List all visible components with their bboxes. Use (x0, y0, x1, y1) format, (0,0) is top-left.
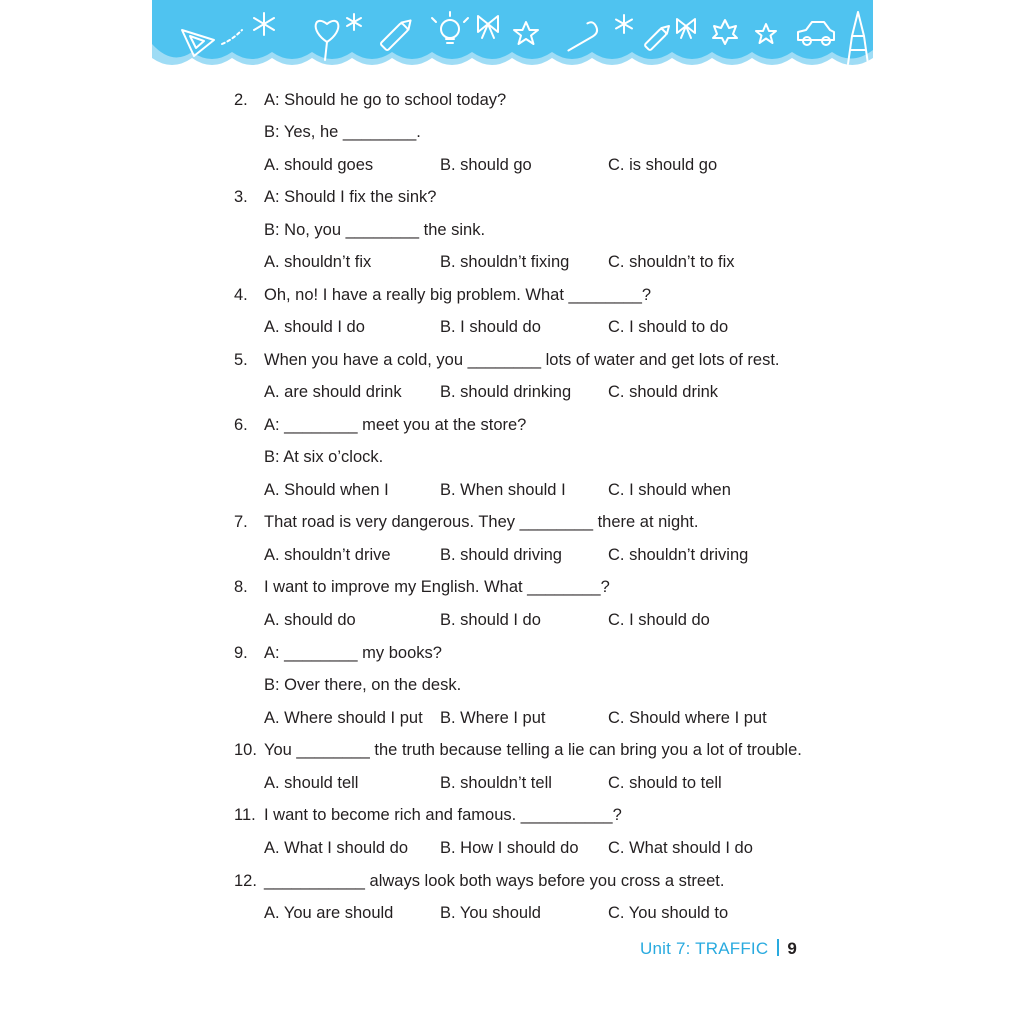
question-line: Oh, no! I have a really big problem. What ________? (264, 286, 652, 304)
option-a[interactable]: A. You are should (264, 904, 394, 922)
option-c[interactable]: C. should to tell (608, 774, 722, 792)
question-number: 7. (234, 513, 248, 531)
question-line: A: Should he go to school today? (264, 91, 507, 109)
option-a[interactable]: A. should goes (264, 156, 374, 174)
question-number: 8. (234, 578, 248, 596)
option-a[interactable]: A. What I should do (264, 839, 408, 857)
option-a[interactable]: A. are should drink (264, 383, 402, 401)
question-number: 11. (234, 806, 256, 824)
option-a[interactable]: A. Where should I put (264, 709, 423, 727)
question-number: 2. (234, 91, 248, 109)
unit-title: Unit 7: TRAFFIC (640, 939, 769, 958)
question-line: I want to become rich and famous. __________? (264, 806, 622, 824)
option-a[interactable]: A. shouldn’t drive (264, 546, 391, 564)
question-line: B: Over there, on the desk. (264, 676, 462, 694)
footer-divider (777, 939, 779, 956)
question-line: A: ________ meet you at the store? (264, 416, 527, 434)
option-b[interactable]: B. How I should do (440, 839, 579, 857)
option-c[interactable]: C. is should go (608, 156, 718, 174)
option-c[interactable]: C. I should to do (608, 318, 729, 336)
option-c[interactable]: C. should drink (608, 383, 719, 401)
option-c[interactable]: C. You should to (608, 904, 729, 922)
question-number: 10. (234, 741, 257, 759)
question-number: 5. (234, 351, 248, 369)
page-footer (640, 938, 797, 960)
option-c[interactable]: C. I should when (608, 481, 731, 499)
option-b[interactable]: B. should driving (440, 546, 562, 564)
option-a[interactable]: A. should do (264, 611, 356, 629)
option-a[interactable]: A. should I do (264, 318, 365, 336)
question-number: 12. (234, 872, 257, 890)
option-b[interactable]: B. I should do (440, 318, 541, 336)
question-line: ___________ always look both ways before you cross a street. (264, 872, 725, 890)
option-b[interactable]: B. shouldn’t fixing (440, 253, 570, 271)
option-a[interactable]: A. should tell (264, 774, 359, 792)
option-c[interactable]: C. Should where I put (608, 709, 767, 727)
option-b[interactable]: B. should go (440, 156, 532, 174)
option-b[interactable]: B. When should I (440, 481, 566, 499)
question-number: 9. (234, 644, 248, 662)
option-b[interactable]: B. Where I put (440, 709, 546, 727)
option-a[interactable]: A. shouldn’t fix (264, 253, 372, 271)
question-line: That road is very dangerous. They ________ there at night. (264, 513, 699, 531)
question-line: I want to improve my English. What ________? (264, 578, 610, 596)
page-number: 9 (787, 939, 797, 958)
question-number: 3. (234, 188, 248, 206)
question-line: B: No, you ________ the sink. (264, 221, 486, 239)
question-line: A: Should I fix the sink? (264, 188, 437, 206)
option-c[interactable]: C. What should I do (608, 839, 753, 857)
option-c[interactable]: C. shouldn’t driving (608, 546, 749, 564)
question-number: 4. (234, 286, 248, 304)
question-line: You ________ the truth because telling a lie can bring you a lot of trouble. (264, 741, 802, 759)
option-c[interactable]: C. I should do (608, 611, 710, 629)
question-line: A: ________ my books? (264, 644, 442, 662)
question-line: When you have a cold, you ________ lots of water and get lots of rest. (264, 351, 780, 369)
question-line: B: At six o’clock. (264, 448, 384, 466)
option-b[interactable]: B. You should (440, 904, 541, 922)
option-b[interactable]: B. should drinking (440, 383, 572, 401)
question-line: B: Yes, he ________. (264, 123, 421, 141)
option-b[interactable]: B. should I do (440, 611, 541, 629)
option-b[interactable]: B. shouldn’t tell (440, 774, 552, 792)
question-number: 6. (234, 416, 248, 434)
option-a[interactable]: A. Should when I (264, 481, 389, 499)
option-c[interactable]: C. shouldn’t to fix (608, 253, 735, 271)
